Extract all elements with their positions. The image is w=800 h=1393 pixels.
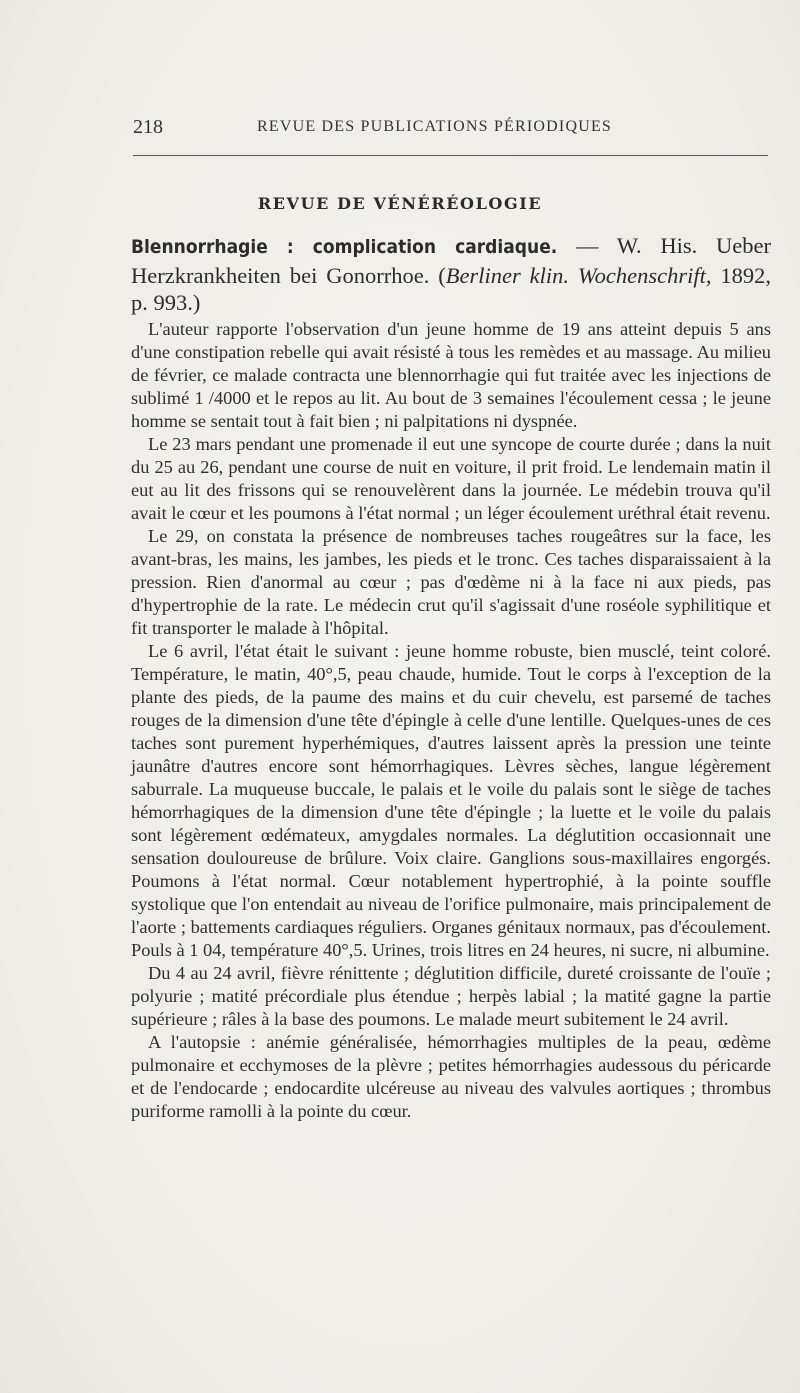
paragraph: Le 6 avril, l'état était le suivant : jeune homme robuste, bien musclé, teint coloré. Température, le matin, 40°,5, peau chaude, humide. Tout le corps à l'exception de la plante des pieds, de la paume des mains et du cuir chevelu, est parsemé de taches rouges de la dimension d'une tête d'épingle à celle d'une lentille. Quelques-unes de ces taches sont purement hyperhémiques, d'autres laissent après la pression une teinte jaunâtre d'autres encore sont hémorrhagiques. Lèvres sèches, langue légèrement saburrale. La muqueuse buccale, le palais et le voile du palais sont le siège de taches hémorrhagiques de la dimension d'une tête d'épingle ; la luette et le voile du palais sont légèrement œdémateux, amygdales normales. La déglutition occasionnait une sensation douloureuse de brûlure. Voix claire. Ganglions sous-maxillaires engorgés. Poumons à l'état normal. Cœur notablement hypertrophié, à la pointe souffle systolique que l'on entendait au niveau de l'orifice pulmonaire, mais principalement de l'aorte ; battements cardiaques réguliers. Organes génitaux normaux, pas d'écoulement. Pouls à 1 04, température 40°,5. Urines, trois litres en 24 heures, ni sucre, ni albumine. (131, 641, 771, 960)
section-title: REVUE DE VÉNÉRÉOLOGIE (257, 194, 543, 213)
article-journal: Berliner klin. Wochenschrift, (445, 262, 712, 288)
paragraph: A l'autopsie : anémie généralisée, hémorrhagies multiples de la peau, œdème pulmonaire et ecchymoses de la plèvre ; petites hémorrhagies audessous du péricarde et de l'endocarde ; endocardite ulcéreuse au niveau des valvules aortiques ; thrombus puriforme ramolli à la pointe du cœur. (131, 1032, 771, 1121)
article-heading (131, 232, 771, 317)
page-header (133, 116, 768, 144)
article-author: — W. His. Ueber Herzkrankheiten bei Gonorrhoe. ( (131, 233, 771, 288)
header-rule (133, 155, 768, 156)
paragraph: L'auteur rapporte l'observation d'un jeune homme de 19 ans atteint depuis 5 ans d'une constipation rebelle qui avait résisté à tous les remèdes et au massage. Au milieu de février, ce malade contracta une blennorrhagie qui fut traitée avec les injections de sublimé 1 /4000 et le repos au lit. Au bout de 3 semaines l'écoulement cessa ; le jeune homme se sentait tout à fait bien ; ni palpitations ni dyspnée. (131, 319, 771, 431)
paragraph: Le 23 mars pendant une promenade il eut une syncope de courte durée ; dans la nuit du 25 au 26, pendant une course de nuit en voiture, il prit froid. Le lendemain matin il eut au lit des frissons qui se renouvelèrent dans la journée. Le médebin trouva qu'il avait le cœur et les poumons à l'état normal ; un léger écoulement uréthral était revenu. (131, 434, 771, 523)
article-title: Blennorrhagie : complication cardiaque. (131, 236, 558, 258)
page-number: 218 (133, 116, 163, 138)
paragraph: Du 4 au 24 avril, fièvre rénittente ; déglutition difficile, dureté croissante de l'ouïe ; polyurie ; matité précordiale plus étendue ; herpès labial ; la matité gagne la partie supérieure ; râles à la base des poumons. Le malade meurt subitement le 24 avril. (131, 963, 771, 1029)
running-title: REVUE DES PUBLICATIONS PÉRIODIQUES (257, 118, 613, 135)
article-body (131, 318, 771, 1123)
paragraph: Le 29, on constata la présence de nombreuses taches rougeâtres sur la face, les avant-bras, les mains, les jambes, les pieds et le tronc. Ces taches disparaissaient à la pression. Rien d'anormal au cœur ; pas d'œdème ni à la face ni aux pieds, pas d'hypertrophie de la rate. Le médecin crut qu'il s'agissait d'une roséole syphilitique et fit transporter le malade à l'hôpital. (131, 526, 771, 638)
article-citation: 1892, p. 993.) (131, 262, 772, 315)
